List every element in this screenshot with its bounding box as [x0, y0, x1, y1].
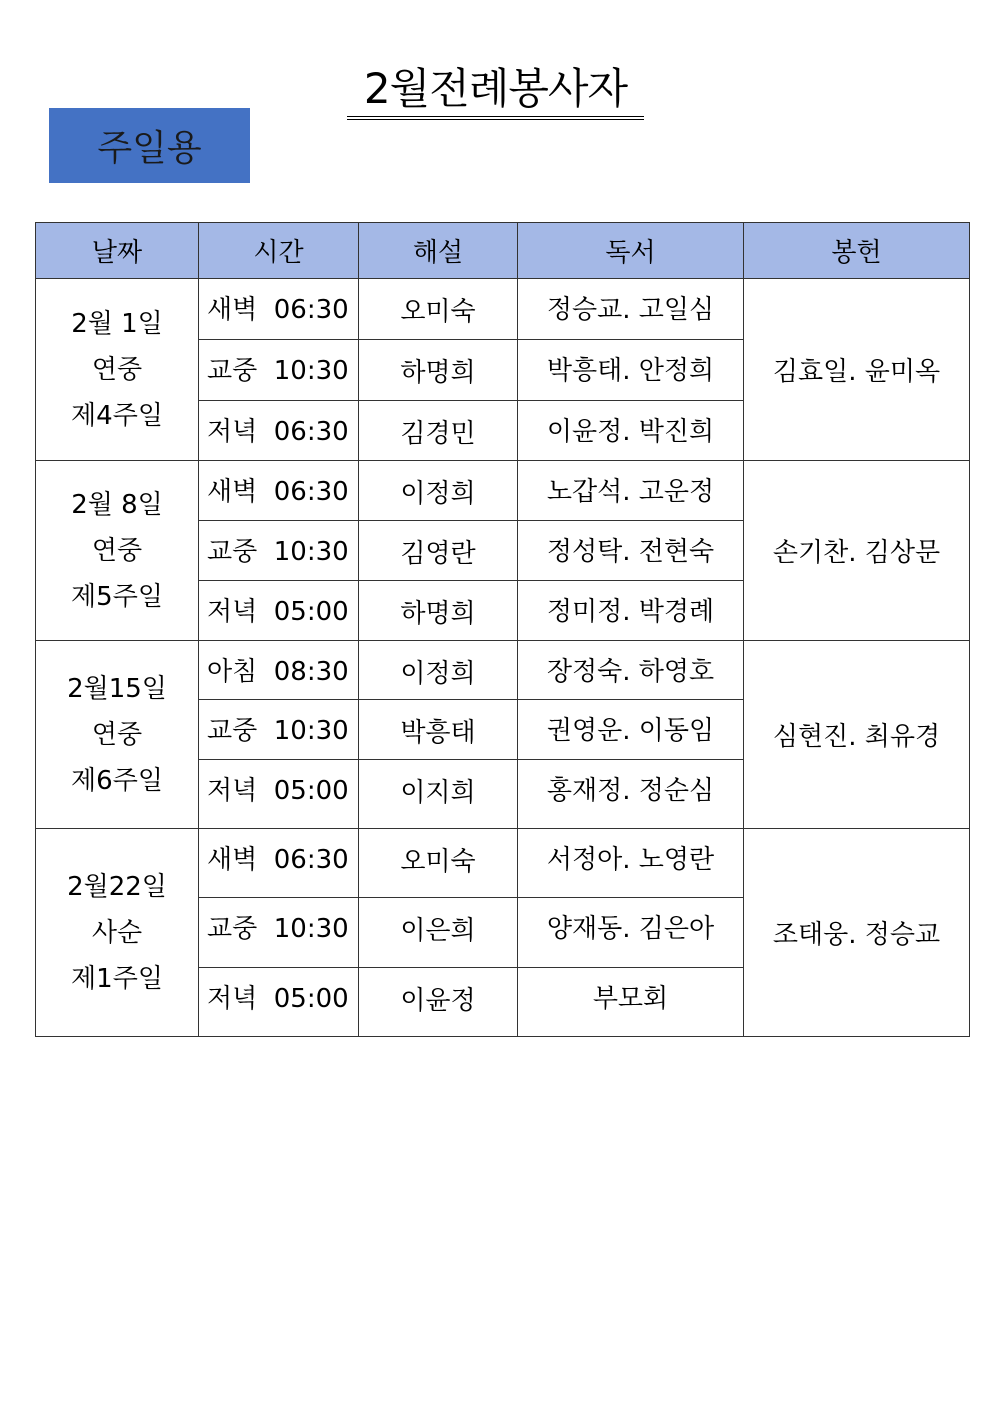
- readers-cell: 양재동. 김은아: [518, 898, 744, 968]
- commentator-cell: 오미숙: [359, 829, 518, 898]
- readers-cell: 박흥태. 안정희: [518, 340, 744, 401]
- time-cell: 새벽 06:30: [199, 829, 359, 898]
- date-line: 연중: [91, 354, 143, 385]
- commentator-cell: 이지희: [359, 760, 518, 829]
- date-line: 2월22일: [67, 871, 167, 902]
- readers-cell: 장정숙. 하영호: [518, 641, 744, 700]
- date-cell: [36, 641, 199, 829]
- offering-cell: 김효일. 윤미옥: [744, 279, 970, 461]
- readers-cell: 서정아. 노영란: [518, 829, 744, 898]
- table-row: [36, 829, 970, 898]
- readers-cell: 홍재정. 정순심: [518, 760, 744, 829]
- time-cell: 저녁 06:30: [199, 401, 359, 461]
- date-cell: [36, 461, 199, 641]
- commentator-cell: 김경민: [359, 401, 518, 461]
- header-row: [36, 223, 970, 279]
- table-row: [36, 641, 970, 700]
- date-line: 연중: [91, 719, 143, 750]
- time-cell: 교중 10:30: [199, 898, 359, 968]
- date-line: 2월 8일: [71, 489, 163, 520]
- time-cell: 저녁 05:00: [199, 968, 359, 1037]
- commentator-cell: 이정희: [359, 641, 518, 700]
- readers-cell: 정성탁. 전현숙: [518, 521, 744, 581]
- schedule-table: [35, 222, 970, 1037]
- date-line: 제1주일: [71, 963, 163, 994]
- date-line: 사순: [91, 917, 143, 948]
- date-line: 2월15일: [67, 673, 167, 704]
- commentator-cell: 박흥태: [359, 700, 518, 760]
- date-line: 제5주일: [71, 581, 163, 612]
- page-title: 2월전례봉사자: [347, 62, 644, 120]
- offering-cell: 손기찬. 김상문: [744, 461, 970, 641]
- time-cell: 아침 08:30: [199, 641, 359, 700]
- commentator-cell: 하명희: [359, 340, 518, 401]
- date-line: 연중: [91, 535, 143, 566]
- date-line: 2월 1일: [71, 308, 163, 339]
- header-date: 날짜: [36, 223, 199, 279]
- date-line: 제6주일: [71, 765, 163, 796]
- table-row: [36, 461, 970, 521]
- date-cell: [36, 829, 199, 1037]
- readers-cell: 부모회: [518, 968, 744, 1037]
- badge-label: 주일용: [97, 128, 202, 169]
- commentator-cell: 이은희: [359, 898, 518, 968]
- offering-cell: 심현진. 최유경: [744, 641, 970, 829]
- header-readers: 독서: [518, 223, 744, 279]
- time-cell: 새벽 06:30: [199, 461, 359, 521]
- commentator-cell: 이정희: [359, 461, 518, 521]
- header-offering: 봉헌: [744, 223, 970, 279]
- commentator-cell: 하명희: [359, 581, 518, 641]
- readers-cell: 권영운. 이동임: [518, 700, 744, 760]
- time-cell: 저녁 05:00: [199, 581, 359, 641]
- commentator-cell: 이윤정: [359, 968, 518, 1037]
- commentator-cell: 김영란: [359, 521, 518, 581]
- readers-cell: 노갑석. 고운정: [518, 461, 744, 521]
- header-commentator: 해설: [359, 223, 518, 279]
- time-cell: 교중 10:30: [199, 340, 359, 401]
- readers-cell: 이윤정. 박진희: [518, 401, 744, 461]
- time-cell: 교중 10:30: [199, 521, 359, 581]
- time-cell: 새벽 06:30: [199, 279, 359, 340]
- date-cell: [36, 279, 199, 461]
- readers-cell: 정승교. 고일심: [518, 279, 744, 340]
- date-line: 제4주일: [71, 400, 163, 431]
- sunday-badge: [49, 108, 250, 183]
- time-cell: 교중 10:30: [199, 700, 359, 760]
- readers-cell: 정미정. 박경례: [518, 581, 744, 641]
- header-time: 시간: [199, 223, 359, 279]
- time-cell: 저녁 05:00: [199, 760, 359, 829]
- commentator-cell: 오미숙: [359, 279, 518, 340]
- table-row: [36, 279, 970, 340]
- offering-cell: 조태웅. 정승교: [744, 829, 970, 1037]
